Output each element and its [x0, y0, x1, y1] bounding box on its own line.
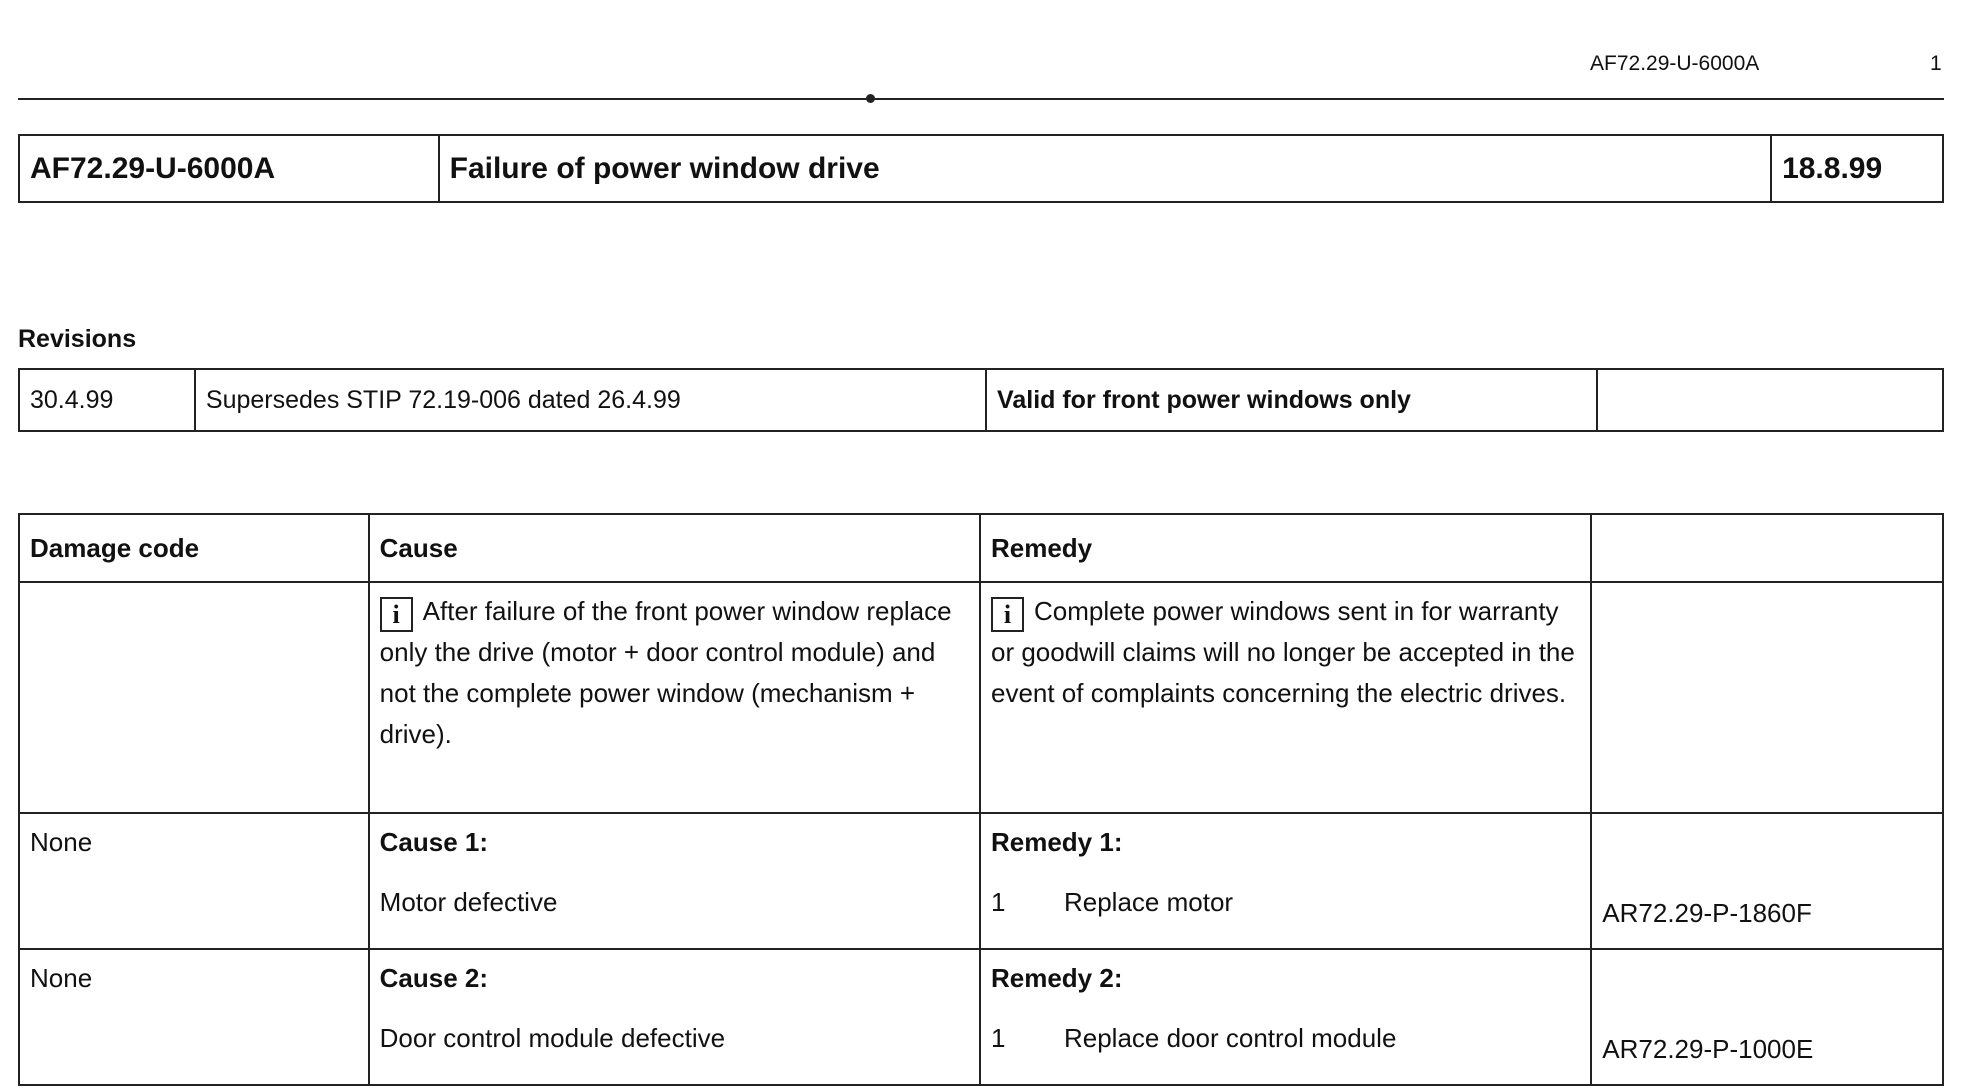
remedy-cell [980, 949, 1591, 1085]
info-remedy-text: Complete power windows sent in for warranty or goodwill claims will no longer be accepted in the event of complaints concerning the electric drives. [990, 596, 1575, 708]
info-row [19, 582, 1943, 813]
reference-link[interactable]: AR72.29-P-1860F [1591, 813, 1943, 949]
revision-date: 30.4.99 [19, 369, 195, 431]
header-rule-marker [866, 94, 875, 103]
step-text: Replace motor [1063, 887, 1234, 917]
revisions-table [18, 368, 1944, 432]
info-cause-text: After failure of the front power window replace only the drive (motor + door control module) and not the complete power window (mechanism + drive). [379, 596, 952, 749]
cause-text: Motor defective [379, 887, 558, 917]
step-text: Replace door control module [1063, 1023, 1397, 1053]
header-damage-code: Damage code [19, 514, 369, 582]
cause-title: Cause 2: [379, 963, 489, 993]
table-row [19, 813, 1943, 949]
damage-code: None [19, 949, 369, 1085]
revision-note: Supersedes STIP 72.19-006 dated 26.4.99 [195, 369, 986, 431]
header-rule [18, 98, 1944, 100]
cause-text: Door control module defective [379, 1023, 726, 1053]
remedy-title: Remedy 2: [990, 963, 1123, 993]
cause-cell [369, 813, 980, 949]
table-header-row [19, 514, 1943, 582]
revision-extra [1597, 369, 1943, 431]
reference-link[interactable]: AR72.29-P-1000E [1591, 949, 1943, 1085]
title-doc-id: AF72.29-U-6000A [19, 135, 439, 202]
table-row [19, 949, 1943, 1085]
revision-validity: Valid for front power windows only [986, 369, 1597, 431]
cause-cell [369, 949, 980, 1085]
info-damage-code [19, 582, 369, 813]
cause-remedy-table [18, 513, 1944, 1086]
header-page-number: 1 [1930, 52, 1942, 75]
remedy-title: Remedy 1: [990, 827, 1123, 857]
header-remedy: Remedy [980, 514, 1591, 582]
info-icon: i [991, 597, 1024, 632]
step-number: 1 [990, 1023, 1006, 1053]
info-remedy-cell [980, 582, 1591, 813]
revisions-heading: Revisions [18, 325, 137, 353]
info-cause-cell [369, 582, 980, 813]
step-number: 1 [990, 887, 1006, 917]
header-cause: Cause [369, 514, 980, 582]
header-doc-id: AF72.29-U-6000A [1590, 52, 1760, 75]
remedy-cell [980, 813, 1591, 949]
header-reference [1591, 514, 1943, 582]
info-icon: i [380, 597, 413, 632]
page-title: Failure of power window drive [439, 135, 1771, 202]
damage-code: None [19, 813, 369, 949]
title-date: 18.8.99 [1771, 135, 1943, 202]
title-bar [18, 134, 1944, 203]
info-reference [1591, 582, 1943, 813]
cause-title: Cause 1: [379, 827, 489, 857]
